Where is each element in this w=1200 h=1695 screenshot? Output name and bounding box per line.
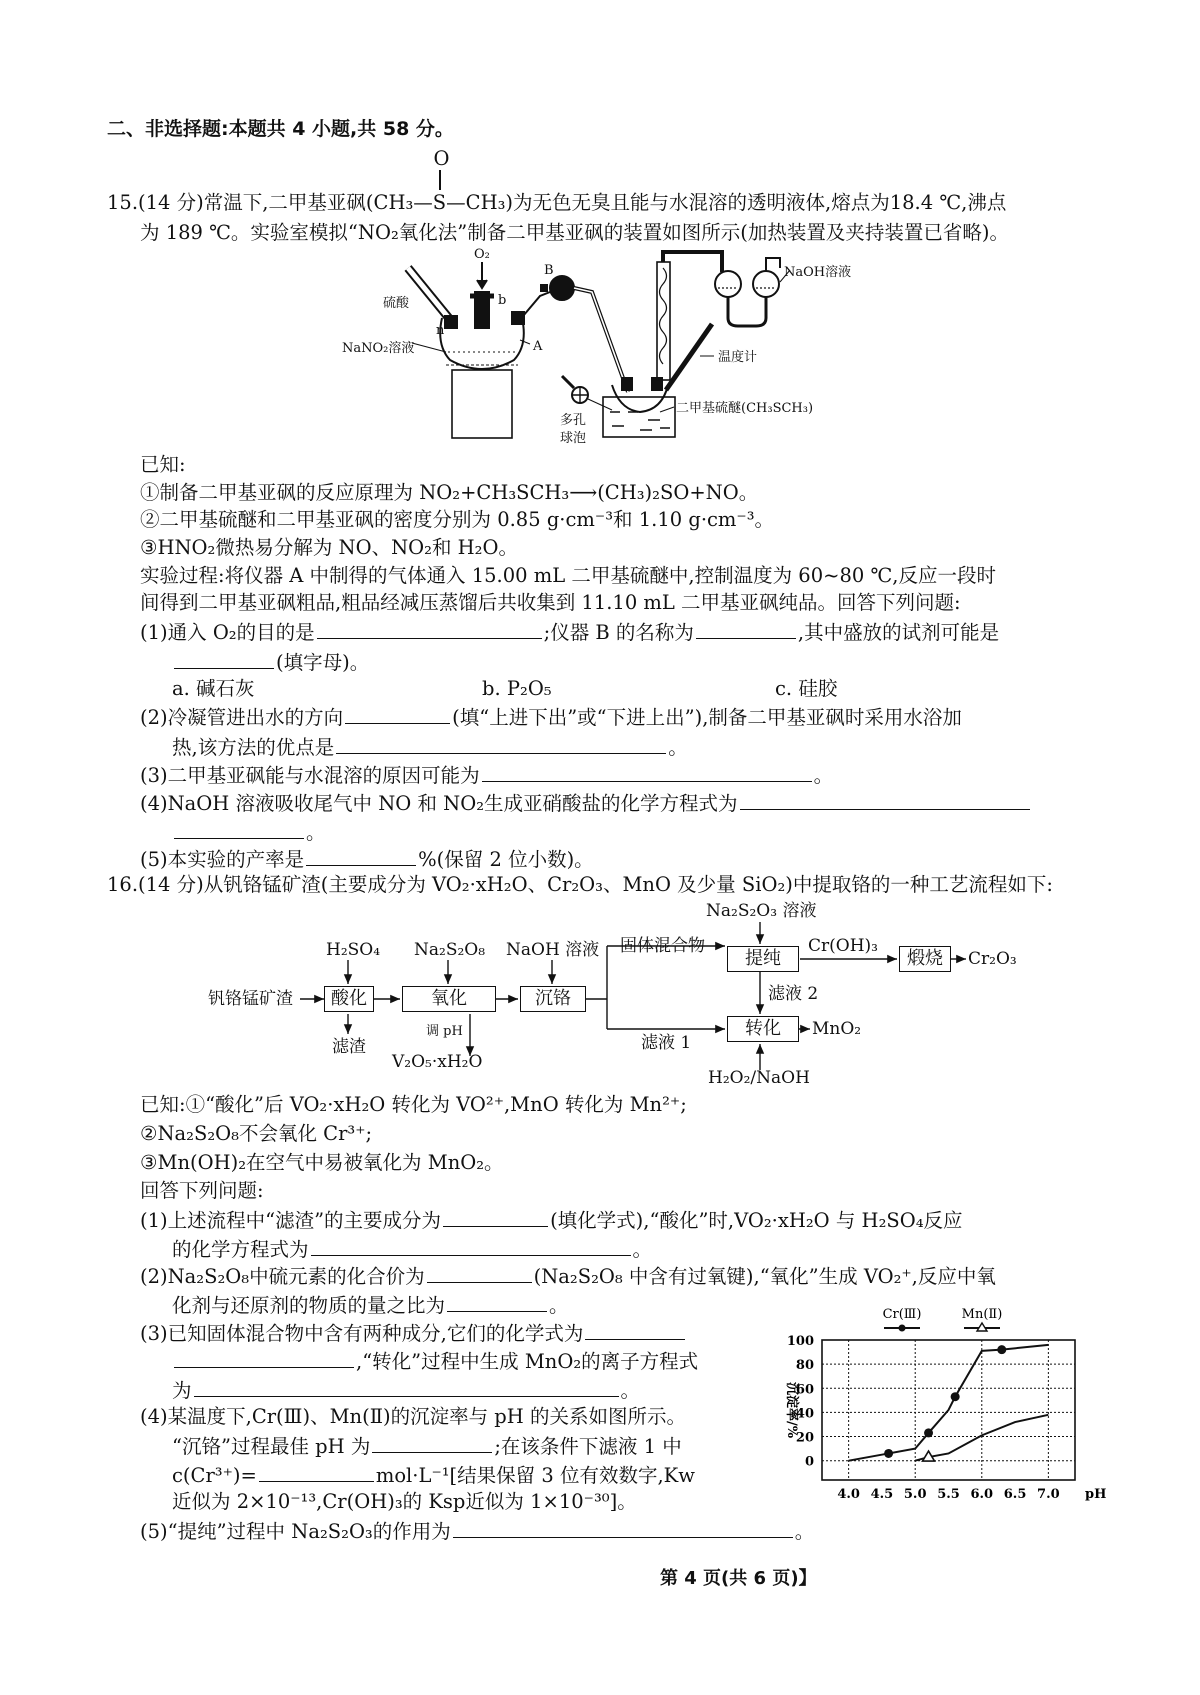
label-thermometer: 温度计 [718,350,758,365]
q15-p5-text: %(保留 2 位小数)。 [418,848,594,871]
q15-p4-text: 。 [306,821,326,844]
flow-filtrate-2: 滤液 2 [768,984,819,1004]
flow-v2o5: V₂O₅·xH₂O [392,1052,483,1072]
q16-part3-cont [172,1347,698,1375]
q16-part2 [140,1262,996,1290]
q16-p2-text: (2)Na₂S₂O₈中硫元素的化合价为 [140,1265,425,1288]
flow-croh3: Cr(OH)₃ [808,936,878,956]
q15-p2-text: 热,该方法的优点是 [172,736,335,759]
q16-part4-cont2 [172,1461,695,1489]
label-B: B [544,263,554,278]
q16-p3-text: 为 [172,1379,192,1402]
label-A: A [533,339,543,354]
legend-label: Cr(Ⅲ) [882,1307,922,1322]
q15-intro: 15.(14 分)常温下,二甲基亚砜( [107,191,374,214]
page-footer: 第 4 页(共 6 页)】 [660,1568,817,1589]
flow-solid-mixture: 固体混合物 [620,936,705,956]
flow-naoh: NaOH 溶液 [506,940,600,960]
answer-blank[interactable] [372,1432,492,1453]
q16-known-3: ③Mn(OH)₂在空气中易被氧化为 MnO₂。 [140,1151,504,1174]
data-point-cr [997,1345,1006,1354]
q16-p2-text: 。 [549,1294,569,1317]
label-o2: O₂ [474,247,490,262]
q15-p2-text: (2)冷凝管进出水的方向 [140,706,344,729]
q16-part4: (4)某温度下,Cr(Ⅲ)、Mn(Ⅱ)的沉淀率与 pH 的关系如图所示。 [140,1405,686,1428]
q16-part4-cont3: 近似为 2×10⁻¹³,Cr(OH)₃的 Ksp近似为 1×10⁻³⁰]。 [172,1490,637,1513]
q16-part3-cont2 [172,1376,640,1404]
answer-blank[interactable] [443,1206,548,1227]
answer-blank[interactable] [453,1517,793,1538]
flow-na2s2o8: Na₂S₂O₈ [414,940,486,960]
x-tick-label: 6.0 [970,1487,994,1502]
label-sulfuric-acid: 硫酸 [383,296,410,311]
q15-p1-text: (1)通入 O₂的目的是 [140,621,315,644]
q15-p3-text: (3)二甲基亚砜能与水混溶的原因可能为 [140,764,480,787]
q15-p5-text: (5)本实验的产率是 [140,848,305,871]
label-b: b [498,293,507,308]
q16-p1-text: 的化学方程式为 [172,1238,309,1261]
data-point-cr [951,1392,960,1401]
step-oxidize: 氧化 [402,986,496,1012]
answer-blank[interactable] [311,1235,631,1256]
flow-h2so4: H₂SO₄ [326,940,381,960]
flow-raw-material: 钒铬锰矿渣 [208,989,293,1009]
label-dms: 二甲基硫醚(CH₃SCH₃) [676,401,814,416]
precipitation-rate-chart [760,1300,1107,1515]
q16-answer-prompt: 回答下列问题: [140,1179,264,1202]
option-b: b. P₂O₅ [482,677,552,700]
q16-p1-text: 。 [632,1238,653,1261]
step-acidify: 酸化 [324,986,374,1012]
q16-p4-text: c(Cr³⁺)= [172,1464,257,1487]
q16-p2-text: 化剂与还原剂的物质的量之比为 [172,1294,446,1317]
q16-p4-text: ;在该条件下滤液 1 中 [494,1435,682,1458]
step-precipitate-cr: 沉铬 [520,986,586,1012]
label-porous-2: 球泡 [560,431,587,446]
label-nano2: NaNO₂溶液 [342,341,415,356]
q16-p1-text: (填化学式),“酸化”时,VO₂·xH₂O 与 H₂SO₄反应 [550,1209,963,1232]
label-naoh: NaOH溶液 [784,265,852,280]
q15-known-2: ②二甲基硫醚和二甲基亚砜的密度分别为 0.85 g·cm⁻³和 1.10 g·cm⁻³。 [140,508,775,531]
legend-marker-dot [899,1325,906,1332]
x-tick-label: 5.5 [937,1487,960,1502]
q15-intro-cont: )为无色无臭且能与水混溶的透明液体,熔点为18.4 ℃,沸点 [505,191,1007,214]
q16-part3 [140,1319,687,1347]
x-tick-label: 6.5 [1003,1487,1027,1502]
q15-p2-text: (填“上进下出”或“下进上出”),制备二甲基亚砜时采用水浴加 [452,706,962,729]
step-calcine: 煅烧 [899,946,951,972]
x-tick-label: 4.5 [870,1487,894,1502]
flow-residue: 滤渣 [332,1037,366,1057]
step-purify: 提纯 [727,946,799,972]
legend-label: Mn(Ⅱ) [961,1307,1003,1322]
flow-na2s2o3: Na₂S₂O₃ 溶液 [706,901,817,921]
data-point-cr [884,1449,893,1458]
answer-blank[interactable] [447,1291,547,1312]
option-a: a. 碱石灰 [172,677,255,700]
answer-blank[interactable] [174,1347,354,1368]
answer-blank[interactable] [427,1262,532,1283]
option-c: c. 硅胶 [775,677,838,700]
q15-known-3: ③HNO₂微热易分解为 NO、NO₂和 H₂O。 [140,536,518,559]
y-tick-label: 0 [804,1454,814,1470]
y-tick-label: 80 [795,1358,814,1374]
q16-p4-text: “沉铬”过程最佳 pH 为 [172,1435,371,1458]
section-heading: 二、非选择题:本题共 4 小题,共 58 分。 [107,118,454,140]
q16-part2-cont [172,1291,569,1319]
q16-part1-cont [172,1235,652,1263]
q15-known-title: 已知: [140,453,186,476]
q16-p3-text: 。 [620,1379,641,1402]
q16-p3-text: (3)已知固体混合物中含有两种成分,它们的化学式为 [140,1322,584,1345]
y-tick-label: 60 [795,1382,814,1398]
step-convert: 转化 [727,1016,799,1042]
label-n: n [436,323,445,338]
q16-p5-text: (5)“提纯”过程中 Na₂S₂O₃的作用为 [140,1520,451,1543]
q15-p1-text: ;仪器 B 的名称为 [543,621,694,644]
q16-part1 [140,1206,963,1234]
formula-text: CH₃—S—CH₃ [373,191,506,214]
y-axis-label: 沉淀率/% [784,1381,799,1439]
x-tick-label: 4.0 [837,1487,860,1502]
answer-blank[interactable] [194,1376,619,1397]
q15-known-1: ①制备二甲基亚砜的反应原理为 NO₂+CH₃SCH₃⟶(CH₃)₂SO+NO。 [140,481,759,504]
q16-known-1: 已知:①“酸化”后 VO₂·xH₂O 转化为 VO²⁺,MnO 转化为 Mn²⁺; [140,1093,687,1116]
q16-p5-text: 。 [794,1520,815,1543]
series-line-cr [849,1345,1049,1461]
y-tick-label: 20 [795,1430,814,1446]
q16-intro: 16.(14 分)从钒铬锰矿渣(主要成分为 VO₂·xH₂O、Cr₂O₃、MnO 及少量 SiO₂)中提取铬的一种工艺流程如下: [107,873,1053,896]
answer-blank[interactable] [259,1461,374,1482]
q16-p4-text: mol·L⁻¹[结果保留 3 位有效数字,Kw [375,1464,695,1487]
q15-p3-text: 。 [813,764,834,787]
x-axis-label: pH [1085,1487,1107,1502]
q15-p1-text: ,其中盛放的试剂可能是 [797,621,1000,644]
flow-filtrate-1: 滤液 1 [641,1033,692,1053]
q16-part4-cont [172,1432,682,1460]
x-tick-label: 5.0 [903,1487,927,1502]
flow-adjust-ph: 调 pH [426,1024,463,1039]
q15-p2-text: 。 [668,736,688,759]
q16-p1-text: (1)上述流程中“滤渣”的主要成分为 [140,1209,442,1232]
x-tick-label: 7.0 [1037,1487,1060,1502]
q15-p1-text: (填字母)。 [276,651,370,674]
flow-h2o2-naoh: H₂O₂/NaOH [708,1068,810,1088]
q16-known-2: ②Na₂S₂O₈不会氧化 Cr³⁺; [140,1122,373,1145]
q15-p4-text: (4)NaOH 溶液吸收尾气中 NO 和 NO₂生成亚硝酸盐的化学方程式为 [140,792,738,815]
q16-p3-text: ,“转化”过程中生成 MnO₂的离子方程式 [356,1350,699,1373]
q15-line2: 为 189 ℃。实验室模拟“NO₂氧化法”制备二甲基亚砜的装置如图所示(加热装置及夹持装置已省略)。 [140,221,1009,244]
answer-blank[interactable] [585,1319,685,1340]
y-tick-label: 100 [786,1334,814,1349]
label-porous-1: 多孔 [560,413,587,428]
y-tick-label: 40 [795,1406,814,1422]
q16-p2-text: (Na₂S₂O₈ 中含有过氧键),“氧化”生成 VO₂⁺,反应中氧 [533,1265,996,1288]
q15-process-2: 间得到二甲基亚砜粗品,粗品经减压蒸馏后共收集到 11.10 mL 二甲基亚砜纯品。回答下列问题: [140,591,961,614]
formula-oxygen: O [433,147,450,170]
flow-cr2o3: Cr₂O₃ [968,949,1017,969]
q16-part5 [140,1517,814,1545]
flow-mno2: MnO₂ [812,1019,862,1039]
q15-process-1: 实验过程:将仪器 A 中制得的气体通入 15.00 mL 二甲基硫醚中,控制温度为 60~80 ℃,反应一段时 [140,564,996,587]
data-point-cr [924,1428,933,1437]
